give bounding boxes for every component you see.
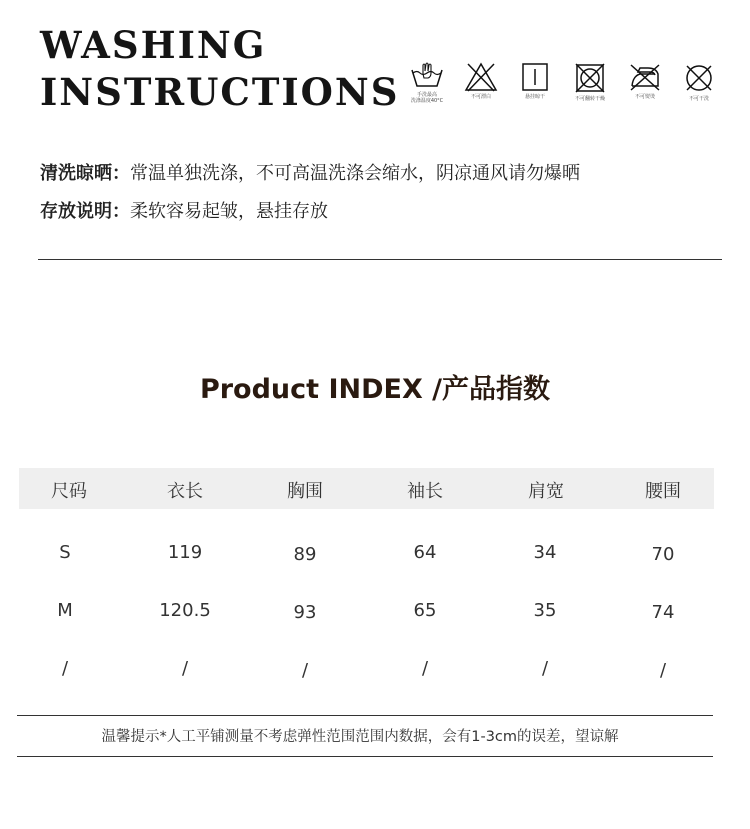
care-symbol-no-bleach: [457, 62, 505, 100]
hand-wash-caption: 手洗最高 洗涤温度40°C: [410, 92, 444, 104]
cell-sleeve: 65: [413, 600, 437, 621]
wash-instructions-line: [40, 162, 580, 186]
no-tumble-dry-icon: [574, 62, 606, 94]
header-sleeve: 袖长: [407, 481, 443, 502]
care-symbol-no-iron: [621, 62, 669, 100]
cell-shoulder: 34: [533, 542, 557, 563]
header-waist: 腰围: [645, 481, 681, 502]
care-symbol-no-tumble-dry: [566, 62, 614, 102]
hand-wash-icon: [410, 62, 444, 90]
cell-size: S: [59, 542, 71, 563]
cell-size: /: [61, 658, 69, 679]
title-line-1: WASHING: [40, 23, 267, 67]
care-icons: [403, 62, 718, 110]
storage-instructions-line: [40, 200, 328, 224]
cell-chest: 93: [293, 602, 317, 623]
storage-label: 存放说明：: [40, 201, 130, 222]
line-dry-icon: [520, 62, 550, 92]
care-symbol-no-dry-clean: [675, 62, 723, 102]
washing-instructions-title: [40, 22, 399, 116]
no-dry-clean-caption: 不可干洗: [688, 96, 709, 102]
cell-shoulder: 35: [533, 600, 557, 621]
cell-waist: 70: [651, 544, 675, 565]
divider: [17, 715, 713, 716]
storage-text: 柔软容易起皱，悬挂存放: [130, 201, 328, 222]
care-symbol-line-dry: [511, 62, 559, 100]
measurement-note: 温馨提示*人工平铺测量不考虑弹性范围范围内数据，会有1-3cm的误差，望谅解: [101, 729, 619, 745]
title-line-2: INSTRUCTIONS: [40, 70, 400, 114]
cell-chest: 89: [293, 544, 317, 565]
no-bleach-caption: 不可漂白: [470, 94, 491, 100]
table-header-row: [19, 468, 714, 509]
cell-length: 120.5: [159, 600, 211, 621]
cell-length: 119: [167, 542, 203, 563]
header-length: 衣长: [167, 481, 203, 502]
size-table: [19, 468, 714, 681]
cell-chest: /: [301, 660, 309, 681]
header-shoulder: 肩宽: [528, 481, 564, 502]
no-iron-caption: 不可熨烫: [634, 94, 655, 100]
cell-waist: /: [659, 660, 667, 681]
cell-shoulder: /: [541, 658, 549, 679]
cell-sleeve: 64: [413, 542, 437, 563]
cell-sleeve: /: [421, 658, 429, 679]
cell-waist: 74: [651, 602, 675, 623]
care-symbol-hand-wash: [403, 62, 451, 104]
no-bleach-icon: [464, 62, 498, 92]
divider: [17, 756, 713, 757]
no-tumble-dry-caption: 不可翻转干燥: [574, 96, 605, 102]
cell-size: M: [57, 600, 73, 621]
product-index-title: Product INDEX /产品指数: [199, 374, 551, 405]
divider: [38, 259, 722, 260]
no-dry-clean-icon: [683, 62, 715, 94]
header-size: 尺码: [51, 481, 87, 502]
header-chest: 胸围: [287, 481, 323, 502]
no-iron-icon: [628, 62, 662, 92]
wash-label: 清洗晾晒：: [40, 163, 130, 184]
line-dry-caption: 悬挂晾干: [524, 94, 545, 100]
cell-length: /: [181, 658, 189, 679]
wash-text: 常温单独洗涤，不可高温洗涤会缩水，阴凉通风请勿爆晒: [130, 163, 580, 184]
